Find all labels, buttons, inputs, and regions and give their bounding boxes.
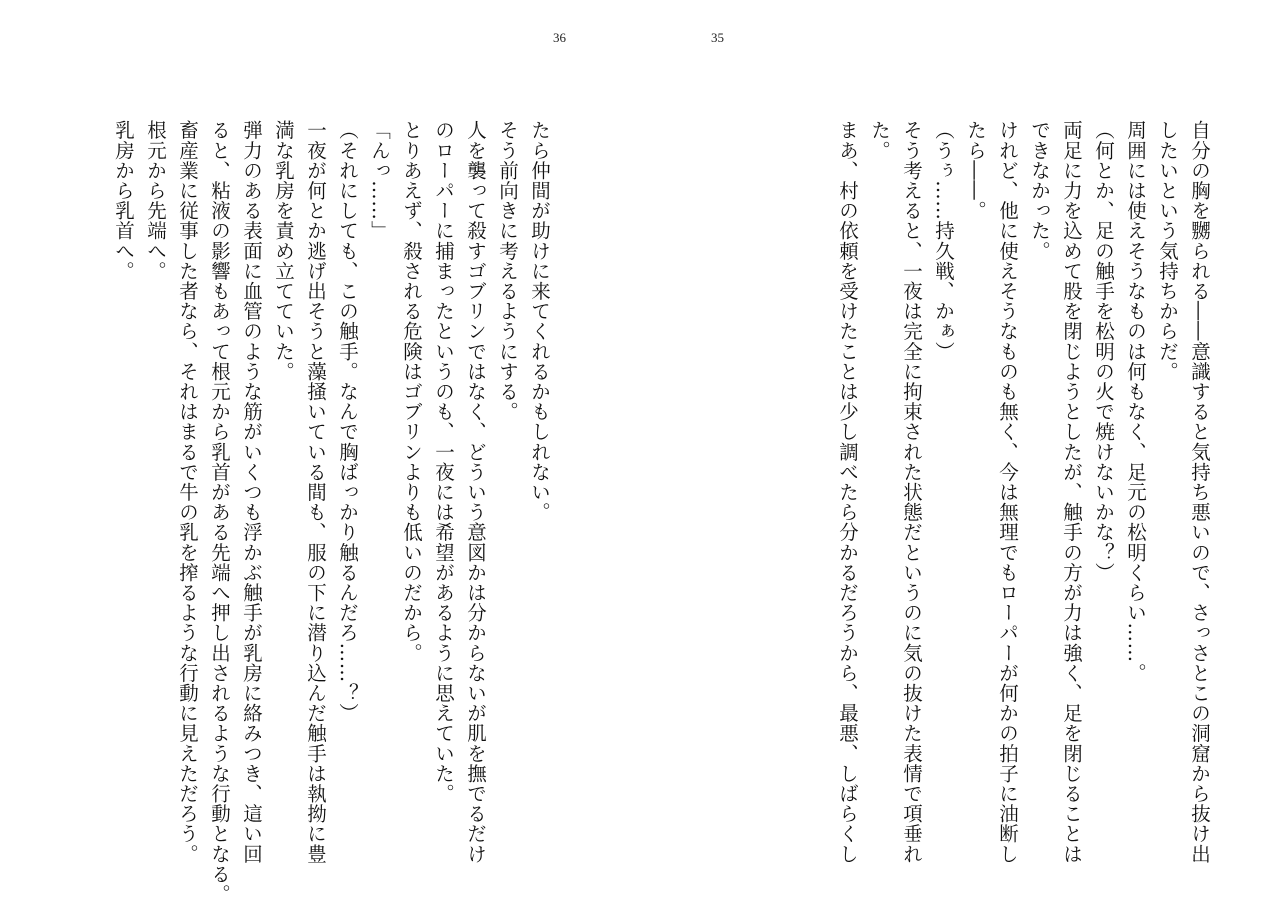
text-line: 周囲には使えそうなものは何もなく、足元の松明くらい……。 bbox=[1124, 120, 1147, 683]
page-number-left: 36 bbox=[553, 30, 566, 45]
text-line: 「んっ……」 bbox=[368, 120, 391, 241]
text-line: たら――。 bbox=[964, 120, 987, 221]
text-line: （何とか、足の触手を松明の火で焼けないかな？） bbox=[1092, 120, 1115, 583]
text-line: できなかった。 bbox=[1028, 120, 1051, 261]
text-line: 満な乳房を責め立てていた。 bbox=[272, 120, 295, 382]
text-line: 弾力のある表面に血管のような筋がいくつも浮かぶ触手が乳房に絡みつき、這い回 bbox=[240, 120, 263, 864]
text-line: 人を襲って殺すゴブリンではなく、どういう意図かは分からないが肌を撫でるだけ bbox=[464, 120, 487, 864]
text-line: たら仲間が助けに来てくれるかもしれない。 bbox=[528, 120, 551, 522]
text-line: （うぅ……持久戦、かぁ） bbox=[932, 120, 955, 362]
text-line: 自分の胸を嬲られる――意識すると気持ち悪いので、さっさとこの洞窟から抜け出 bbox=[1188, 120, 1211, 864]
text-line: ると、粘液の影響もあって根元から乳首がある先端へ押し出されるような行動となる。 bbox=[208, 120, 231, 904]
right-page-text bbox=[831, 120, 1215, 864]
text-line: （それにしても、この触手。なんで胸ばっかり触るんだろ……？） bbox=[336, 120, 359, 723]
text-line: そう前向きに考えるようにする。 bbox=[496, 120, 519, 422]
text-line: そう考えると、一夜は完全に拘束された状態だというのに気の抜けた表情で項垂れ bbox=[900, 120, 923, 864]
text-line: 両足に力を込めて股を閉じようとしたが、触手の方が力は強く、足を閉じることは bbox=[1060, 120, 1083, 864]
text-line: まあ、村の依頼を受けたことは少し調べたら分かるだろうから、最悪、しばらくし bbox=[836, 120, 859, 864]
text-line: 乳房から乳首へ。 bbox=[112, 120, 135, 281]
page-number-right: 35 bbox=[711, 30, 724, 45]
text-line: 根元から先端へ。 bbox=[144, 120, 167, 281]
text-line: のローパーに捕まったというのも、一夜には希望があるように思えていた。 bbox=[432, 120, 455, 804]
text-line: 畜産業に従事した者なら、それはまるで牛の乳を搾るような行動に見えただろう。 bbox=[176, 120, 199, 864]
text-line: したいという気持ちからだ。 bbox=[1156, 120, 1179, 382]
text-line: た。 bbox=[868, 120, 891, 161]
text-line: とりあえず、殺される危険はゴブリンよりも低いのだから。 bbox=[400, 120, 423, 663]
left-page-text bbox=[107, 120, 555, 904]
text-line: けれど、他に使えそうなものも無く、今は無理でもローパーが何かの拍子に油断し bbox=[996, 120, 1019, 864]
text-line: 一夜が何とか逃げ出そうと藻掻いている間も、服の下に潜り込んだ触手は執拗に豊 bbox=[304, 120, 327, 864]
